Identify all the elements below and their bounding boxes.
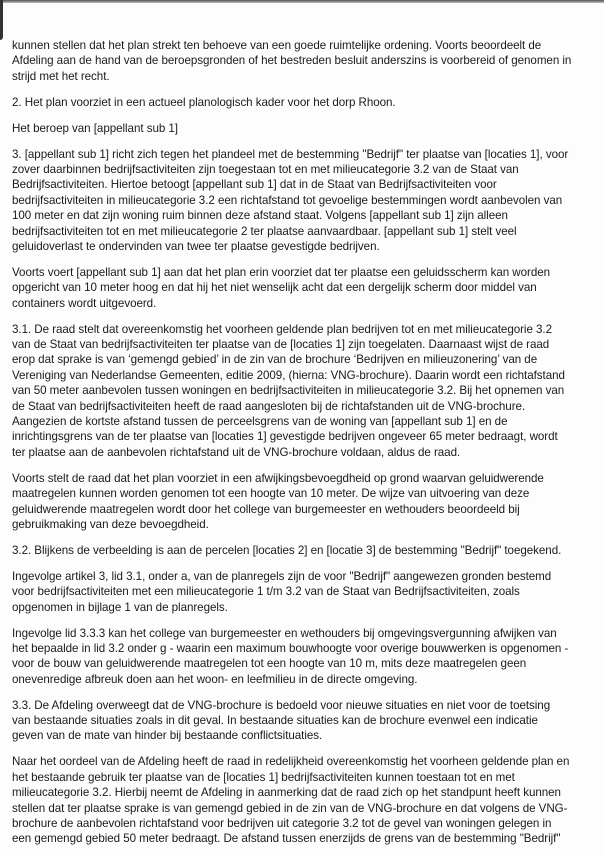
text-line: voor de bouw van geluidwerende maatregelen tot een hoogte van 10 m, mits deze maatregelen geen	[12, 657, 527, 671]
text-line: inrichtingsgrens van de ter plaatse van [locaties 1] gevestigde bedrijven ongeveer 65 meter bedraagt, wordt	[12, 430, 558, 444]
text-line: Bedrijfsactiviteiten. Hiertoe betoogt [appellant sub 1] dat in de Staat van Bedrijfsactiviteiten voor	[12, 178, 497, 192]
text-line: de Staat van bedrijfsactiviteiten heeft de raad aangesloten bij de richtafstanden uit de VNG-brochure.	[12, 399, 526, 413]
text-line: gebruikmaking van deze bevoegdheid.	[12, 517, 209, 531]
text-line: strijd met het recht.	[12, 69, 110, 83]
text-line: een gemengd gebied 50 meter bedraagt. De afstand tussen enerzijds de grens van de bestemming "Bedrijf"	[12, 832, 561, 846]
text-line: maatregelen kunnen worden genomen tot een hoogte van 10 meter. De wijze van uitvoering van deze	[12, 487, 530, 501]
text-line: erop dat sprake is van ‘gemengd gebied’ in de zin van de brochure ‘Bedrijven en milieuzonering’ van de	[12, 353, 538, 367]
text-line: containers wordt uitgevoerd.	[12, 296, 157, 310]
text-line: 2. Het plan voorziet in een actueel planologisch kader voor het dorp Rhoon.	[12, 95, 396, 109]
text-line: 3.2. Blijkens de verbeelding is aan de percelen [locaties 2] en [locatie 3] de bestemming "Bedrijf" toegekend.	[12, 543, 562, 557]
text-line: van de Staat van bedrijfsactiviteiten ter plaatse van de [locaties 1] zijn toegelaten. Daarnaast wijst de raad	[12, 338, 550, 351]
text-line: Naar het oordeel van de Afdeling heeft de raad in redelijkheid overeenkomstig het voorheen geldende plan en	[12, 755, 570, 769]
text-line: het bepaalde in lid 3.2 onder g - waarin een maximum bouwhoogte voor overige bouwwerken is opgenomen -	[12, 641, 569, 655]
text-line: van 50 meter aanbevolen tussen woningen en bedrijfsactiviteiten in milieucategorie 3.2. Bij het opnemen van	[12, 384, 565, 398]
text-line: het bestaande gebruik ter plaatse van de [locaties 1] bedrijfsactiviteiten kunnen toestaan tot en met	[12, 770, 515, 784]
paragraph	[12, 265, 597, 311]
text-line: bedrijfsactiviteiten tot en met milieucategorie 2 ter plaatse aanvaardbaar. [appellant sub 1] stelt veel	[12, 224, 517, 238]
text-line: van bestaande situaties zoals in dit geval. In bestaande situaties kan de brochure evenwel een indicatie	[12, 714, 538, 728]
text-line: Vereniging van Nederlandse Gemeenten, editie 2009, (hierna: VNG-brochure). Daarin wordt een richtafstand	[12, 368, 565, 382]
text-line: brochure de aanbevolen richtafstand voor bedrijven uit categorie 3.2 tot de gevel van woningen gelegen in	[12, 816, 552, 830]
text-line: geluidoverlast te ondervinden van twee ter plaatse gevestigde bedrijven.	[12, 239, 380, 253]
text-line: Voorts stelt de raad dat het plan voorziet in een afwijkingsbevoegdheid op grond waarvan geluidwerende	[12, 471, 544, 485]
text-line: bedrijfsactiviteiten in milieucategorie 3.2 een richtafstand tot gevoelige bestemmingen wordt aanbevolen van	[12, 193, 563, 207]
paragraph	[12, 147, 597, 255]
text-line: voor bedrijfsactiviteiten met een milieucategorie 1 t/m 3.2 van de Staat van Bedrijfsactiviteiten, zoals	[12, 585, 520, 599]
scan-edge-left	[0, 0, 3, 40]
scan-edge-top	[0, 0, 604, 3]
text-line: kunnen stellen dat het plan strekt ten behoeve van een goede ruimtelijke ordening. Voorts beoordeelt de	[12, 39, 542, 52]
paragraph	[12, 569, 597, 615]
text-line: geven van de mate van hinder bij bestaande conflictsituaties.	[12, 729, 323, 743]
paragraph	[12, 698, 597, 744]
text-line: Afdeling aan de hand van de beroepsgronden of het bestreden besluit anderszins is voorbereid of genomen in	[12, 54, 572, 68]
text-line: zover daarbinnen bedrijfsactiviteiten zijn toegestaan tot en met milieucategorie 3.2 van de Staat van	[12, 162, 519, 176]
text-line: Ingevolge artikel 3, lid 3.1, onder a, van de planregels zijn de voor "Bedrijf" aangewezen gronden bestemd	[12, 569, 552, 583]
paragraph	[12, 543, 597, 558]
text-line: stellen dat ter plaatse sprake is van gemengd gebied in de zin van de VNG-brochure en dat volgens de VNG-	[12, 801, 568, 815]
text-line: Aangezien de kortste afstand tussen de perceelsgrens van de woning van [appellant sub 1] en de	[12, 415, 508, 429]
text-line: Voorts voert [appellant sub 1] aan dat het plan erin voorziet dat ter plaatse een geluidsscherm kan worden	[12, 265, 551, 279]
paragraph	[12, 95, 597, 110]
text-line: opgericht van 10 meter hoog en dat hij het niet wenselijk acht dat een dergelijk scherm door middel van	[12, 281, 537, 295]
paragraph	[12, 322, 597, 461]
text-line: ter plaatse aan de aanbevolen richtafstand uit de VNG-brochure voldaan, aldus de raad.	[12, 445, 461, 459]
text-line: opgenomen in bijlage 1 van de planregels.	[12, 600, 228, 614]
text-line: onevenredige afbreuk doen aan het woon- en leefmilieu in de directe omgeving.	[12, 672, 418, 686]
text-line: 3. [appellant sub 1] richt zich tegen het plandeel met de bestemming "Bedrijf" ter plaatse van [locaties 1], voor	[12, 147, 569, 161]
paragraph	[12, 471, 597, 533]
paragraph	[12, 626, 597, 688]
text-line: 3.3. De Afdeling overweegt dat de VNG-brochure is bedoeld voor nieuwe situaties en niet voor de toetsing	[12, 698, 551, 712]
text-line: 3.1. De raad stelt dat overeenkomstig het voorheen geldende plan bedrijven tot en met milieucategorie 3.2	[12, 322, 552, 336]
text-line: Het beroep van [appellant sub 1]	[12, 121, 178, 135]
paragraph	[12, 38, 597, 84]
text-line: Ingevolge lid 3.3.3 kan het college van burgemeester en wethouders bij omgevingsvergunning afwijken van	[12, 626, 557, 640]
text-line: 100 meter en dat zijn woning ruim binnen deze afstand staat. Volgens [appellant sub 1] zijn alleen	[12, 209, 508, 223]
text-line: geluidwerende maatregelen wordt door het college van burgemeester en wethouders beoordeeld bij	[12, 502, 520, 516]
paragraph	[12, 754, 597, 846]
paragraph	[12, 121, 597, 136]
text-line: milieucategorie 3.2. Hierbij neemt de Afdeling in aanmerking dat de raad zich op het standpunt heeft kunnen	[12, 786, 561, 800]
document-body	[12, 38, 597, 857]
